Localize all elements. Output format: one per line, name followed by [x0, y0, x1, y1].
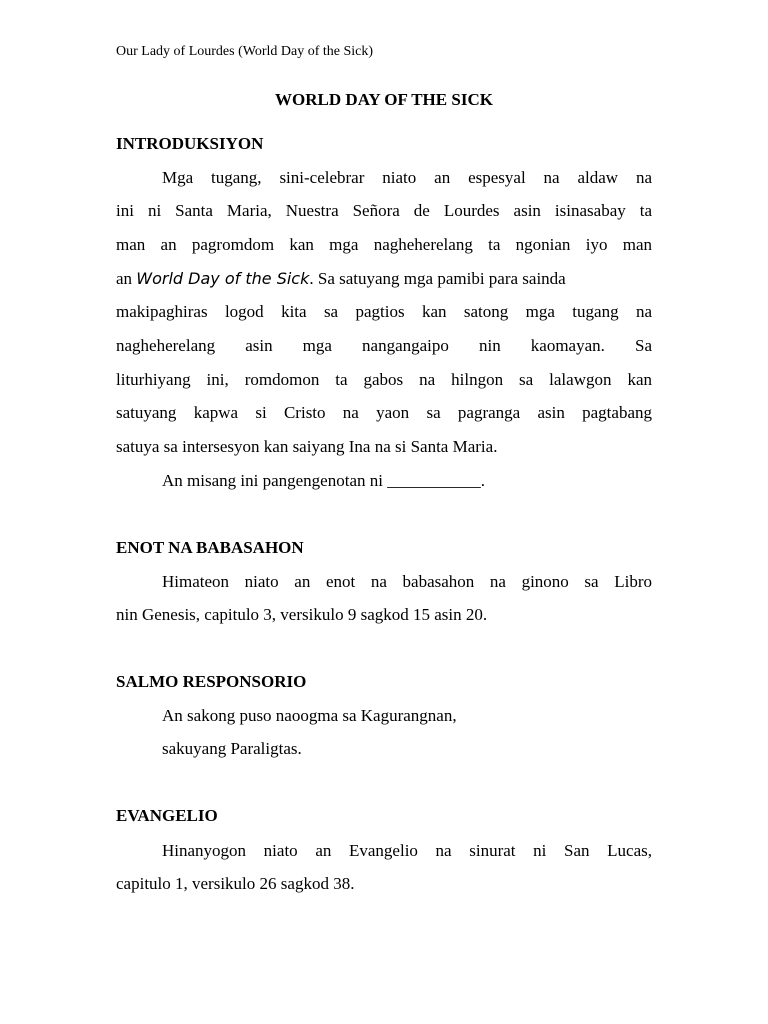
- document-title: WORLD DAY OF THE SICK: [275, 90, 493, 109]
- intro-line-4-suffix: . Sa satuyang mga pamibi para sainda: [309, 269, 566, 288]
- first-reading-line-1: Himateon niato an enot na babasahon na ginono sa Libro: [162, 572, 652, 591]
- intro-heading: INTRODUKSIYON: [116, 134, 264, 153]
- first-reading-line-2: nin Genesis, capitulo 3, versikulo 9 sagkod 15 asin 20.: [116, 605, 488, 624]
- gospel-heading: EVANGELIO: [116, 806, 218, 825]
- intro-italic-phrase: World Day of the Sick: [136, 269, 310, 288]
- intro-line-3: man an pagromdom kan mga nagheherelang ta ngonian iyo man: [116, 235, 652, 254]
- intro-line-6: nagheherelang asin mga nangangaipo nin kaomayan. Sa: [116, 336, 652, 355]
- intro-line-5: makipaghiras logod kita sa pagtios kan satong mga tugang na: [116, 302, 652, 321]
- intro-line-2: ini ni Santa Maria, Nuestra Señora de Lourdes asin isinasabay ta: [116, 201, 652, 220]
- gospel-line-2: capitulo 1, versikulo 26 sagkod 38.: [116, 874, 355, 893]
- intro-line-10: An misang ini pangengenotan ni ___________.: [162, 471, 485, 490]
- psalm-line-2: sakuyang Paraligtas.: [162, 739, 302, 758]
- intro-line-7: liturhiyang ini, romdomon ta gabos na hilngon sa lalawgon kan: [116, 370, 652, 389]
- psalm-heading: SALMO RESPONSORIO: [116, 672, 307, 691]
- intro-line-1: Mga tugang, sini-celebrar niato an espesyal na aldaw na: [162, 168, 652, 187]
- intro-line-4: [116, 268, 566, 290]
- intro-line-8: satuyang kapwa si Cristo na yaon sa pagranga asin pagtabang: [116, 403, 652, 422]
- gospel-line-1: Hinanyogon niato an Evangelio na sinurat ni San Lucas,: [162, 841, 652, 860]
- psalm-line-1: An sakong puso naoogma sa Kagurangnan,: [162, 706, 457, 725]
- running-header: Our Lady of Lourdes (World Day of the Sick): [116, 44, 374, 59]
- intro-line-9: satuya sa intersesyon kan saiyang Ina na si Santa Maria.: [116, 437, 498, 456]
- first-reading-heading: ENOT NA BABASAHON: [116, 538, 304, 557]
- intro-line-4-prefix: an: [116, 269, 133, 288]
